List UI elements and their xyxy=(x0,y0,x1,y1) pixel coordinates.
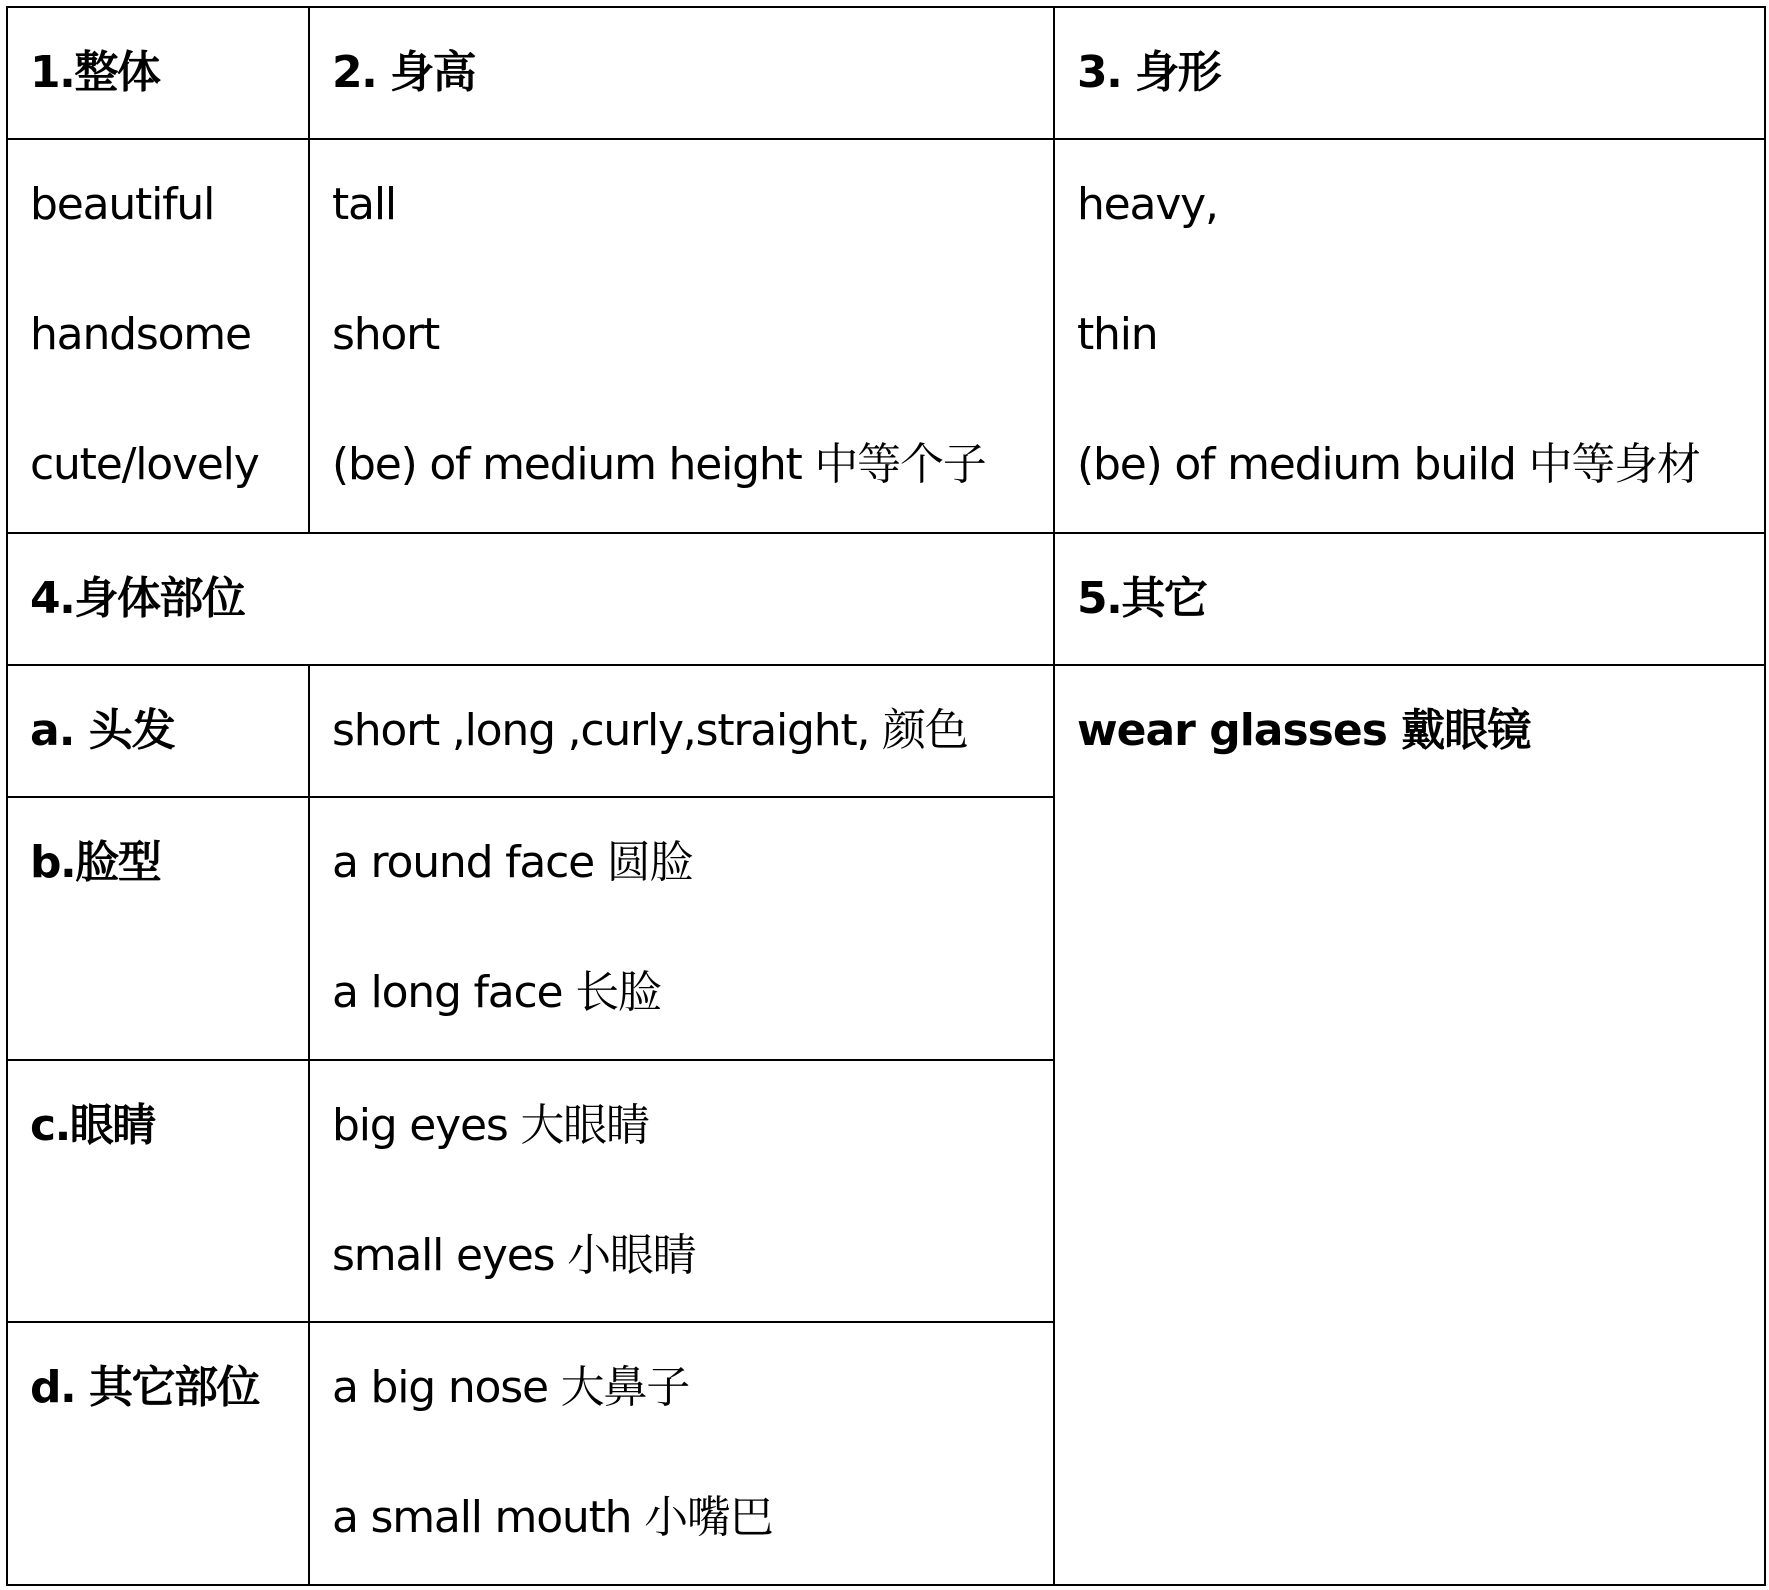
face-label-cell xyxy=(7,797,309,1059)
other-word: wear glasses 戴眼镜 xyxy=(1077,705,1531,757)
header-cell-body-parts xyxy=(7,533,1054,665)
face-value: a long face 长脸 xyxy=(332,967,661,1019)
build-word: heavy, xyxy=(1077,179,1218,231)
words-row-1 xyxy=(7,139,1765,533)
eyes-label-cell xyxy=(7,1060,309,1322)
overall-word: cute/lovely xyxy=(30,439,259,491)
build-word: thin xyxy=(1077,309,1158,361)
vocabulary-table xyxy=(6,6,1766,1586)
hair-values-cell xyxy=(309,665,1054,797)
hair-value: short ,long ,curly,straight, 颜色 xyxy=(332,705,968,757)
height-word: (be) of medium height 中等个子 xyxy=(332,439,986,491)
hair-label-cell xyxy=(7,665,309,797)
other-parts-label: d. 其它部位 xyxy=(30,1362,260,1414)
header-height: 2. 身高 xyxy=(332,47,476,98)
header-cell-build xyxy=(1054,7,1765,139)
other-words-cell xyxy=(1054,665,1765,1585)
header-row-1 xyxy=(7,7,1765,139)
overall-word: handsome xyxy=(30,309,251,361)
other-parts-label-cell xyxy=(7,1322,309,1585)
eyes-value: big eyes 大眼睛 xyxy=(332,1099,649,1151)
header-cell-other xyxy=(1054,533,1765,665)
overall-word: beautiful xyxy=(30,179,215,231)
build-words-cell xyxy=(1054,139,1765,533)
header-overall: 1.整体 xyxy=(30,47,160,98)
header-other: 5.其它 xyxy=(1077,572,1207,624)
height-word: short xyxy=(332,309,440,361)
overall-words-cell xyxy=(7,139,309,533)
height-words-cell xyxy=(309,139,1054,533)
other-parts-value: a big nose 大鼻子 xyxy=(332,1362,690,1414)
build-word: (be) of medium build 中等身材 xyxy=(1077,439,1700,491)
face-values-cell xyxy=(309,797,1054,1059)
eyes-value: small eyes 小眼睛 xyxy=(332,1229,696,1281)
other-parts-value: a small mouth 小嘴巴 xyxy=(332,1492,773,1544)
height-word: tall xyxy=(332,179,396,231)
header-cell-overall xyxy=(7,7,309,139)
hair-label: a. 头发 xyxy=(30,705,175,757)
header-body-parts: 4.身体部位 xyxy=(30,572,245,624)
other-parts-values-cell xyxy=(309,1322,1054,1585)
body-part-row-hair xyxy=(7,665,1765,797)
header-cell-height xyxy=(309,7,1054,139)
face-label: b.脸型 xyxy=(30,837,161,889)
eyes-values-cell xyxy=(309,1060,1054,1322)
header-row-2 xyxy=(7,533,1765,665)
face-value: a round face 圆脸 xyxy=(332,837,693,889)
eyes-label: c.眼睛 xyxy=(30,1099,155,1151)
header-build: 3. 身形 xyxy=(1077,47,1221,98)
